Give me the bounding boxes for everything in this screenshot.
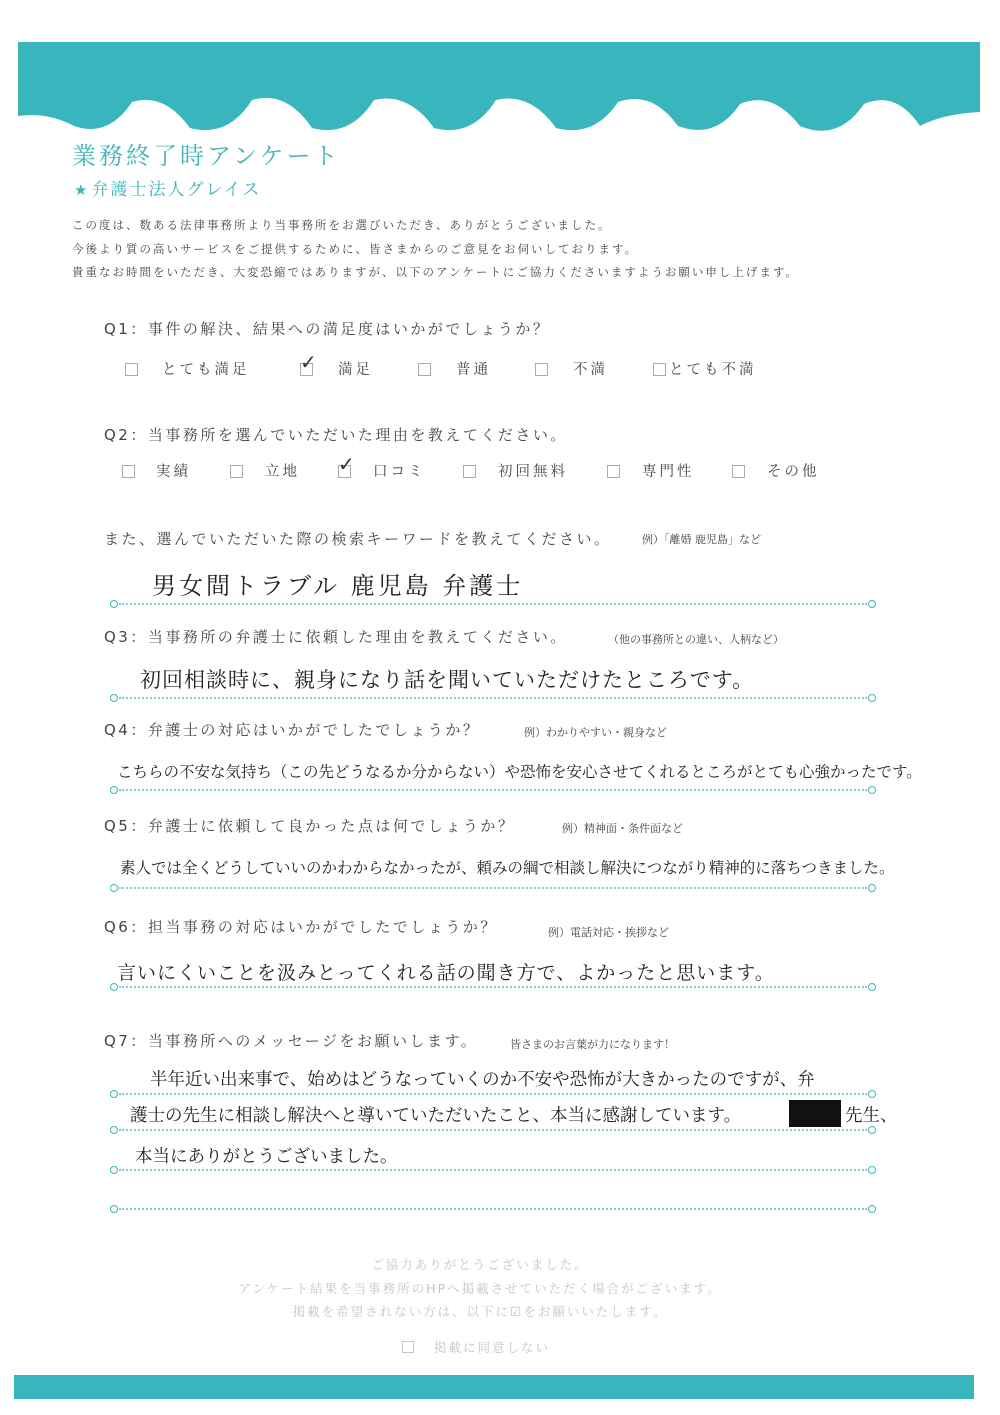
q2-checkbox-other[interactable]	[732, 465, 745, 478]
q2-option-label: 実績	[156, 464, 191, 480]
q2-option-label: 口コミ	[373, 464, 426, 480]
q1-checkbox-very-satisfied[interactable]	[125, 363, 138, 376]
closing-line: ご協力ありがとうございました。	[371, 1257, 589, 1272]
q5-label: Q5：弁護士に依頼して良かった点は何でしょうか？	[104, 817, 516, 835]
q4-answer[interactable]: こちらの不安な気持ち（この先どうなるか分からない）や恐怖を安心させてくれるところがとても心強かったです。	[117, 763, 922, 781]
consent-checkbox[interactable]	[402, 1341, 414, 1353]
answer-line	[113, 694, 873, 702]
q6-label: Q6：担当事務の対応はいかがでしたでしょうか？	[104, 918, 498, 936]
q6-answer[interactable]: 言いにくいことを汲みとってくれる話の聞き方で、よかったと思います。	[117, 962, 775, 984]
q4-label: Q4：弁護士の対応はいかがでしたでしょうか？	[104, 721, 481, 739]
q2-option-label: 初回無料	[498, 464, 568, 480]
answer-line	[113, 1205, 873, 1213]
intro-text	[72, 214, 799, 285]
q2-option-label: その他	[767, 464, 820, 480]
q2-checkbox-expertise[interactable]	[607, 465, 620, 478]
closing-line: 掲載を希望されない方は、以下に☑をお願いいたします。	[292, 1304, 668, 1319]
q1-label: Q1：事件の解決、結果への満足度はいかがでしょうか？	[104, 320, 551, 338]
q7-example: 皆さまのお言葉が力になります！	[510, 1038, 675, 1051]
q3-example: （他の事務所との違い、人柄など）	[608, 633, 784, 646]
survey-title: 業務終了時アンケート	[72, 142, 341, 170]
q1-option-label: 普通	[456, 362, 491, 378]
q1-option-label: 満足	[338, 362, 373, 378]
q7-answer-line[interactable]: 先生、	[845, 1106, 898, 1126]
q5-example: 例）精神面・条件面など	[562, 822, 683, 835]
q1-option-label: とても満足	[162, 362, 250, 378]
q7-answer-line[interactable]: 護士の先生に相談し解決へと導いていただいたこと、本当に感謝しています。	[130, 1106, 742, 1126]
checkmark-icon: ✓	[338, 452, 355, 476]
q7-answer-line[interactable]: 半年近い出来事で、始めはどうなっていくのか不安や恐怖が大きかったのですが、弁	[150, 1070, 815, 1090]
answer-line	[113, 1090, 873, 1098]
q6-example: 例）電話対応・挨拶など	[548, 926, 669, 939]
intro-line: 貴重なお時間をいただき、大変恐縮ではありますが、以下のアンケートにご協力くださいますようお願い申し上げます。	[72, 265, 799, 279]
firm-name-text: 弁護士法人グレイス	[91, 180, 262, 200]
checkmark-icon: ✓	[300, 350, 317, 374]
answer-line	[113, 1126, 873, 1134]
q1-checkbox-neutral[interactable]	[418, 363, 431, 376]
q2-label: Q2：当事務所を選んでいただいた理由を教えてください。	[104, 426, 568, 444]
q2-checkbox-location[interactable]	[230, 465, 243, 478]
keyword-answer[interactable]: 男女間トラブル 鹿児島 弁護士	[152, 572, 524, 600]
q2-option-label: 専門性	[642, 464, 695, 480]
intro-line: 今後より質の高いサービスをご提供するために、皆さまからのご意見をお伺いしております。	[72, 241, 639, 256]
answer-line	[113, 786, 873, 794]
q2-checkbox-track-record[interactable]	[122, 465, 135, 478]
q4-example: 例）わかりやすい・親身など	[524, 726, 667, 739]
footer-band	[14, 1375, 974, 1399]
closing-line: アンケート結果を当事務所のHPへ掲載させていただく場合がございます。	[238, 1281, 722, 1296]
answer-line	[113, 600, 873, 608]
firm-name	[74, 175, 261, 200]
q7-label: Q7：当事務所へのメッセージをお願いします。	[104, 1032, 479, 1050]
answer-line	[113, 983, 873, 991]
star-icon: ★	[74, 181, 90, 199]
keyword-label: また、選んでいただいた際の検索キーワードを教えてください。	[104, 530, 612, 548]
redacted-name	[789, 1100, 841, 1127]
q1-option-label: 不満	[573, 362, 608, 378]
q1-checkbox-dissatisfied[interactable]	[535, 363, 548, 376]
q2-option-label: 立地	[265, 464, 300, 480]
q1-option-label: とても不満	[669, 362, 757, 378]
answer-line	[113, 884, 873, 892]
answer-line	[113, 1166, 873, 1174]
q3-answer[interactable]: 初回相談時に、親身になり話を聞いていただけたところです。	[140, 668, 755, 692]
q7-answer-line[interactable]: 本当にありがとうございました。	[135, 1147, 398, 1167]
keyword-example: 例）「離婚 鹿児島」など	[642, 533, 761, 546]
intro-line: この度は、数ある法律事務所より当事務所をお選びいただき、ありがとうございました。	[72, 218, 612, 232]
consent-label: 掲載に同意しない	[434, 1340, 551, 1355]
q1-checkbox-very-dissatisfied[interactable]	[653, 363, 666, 376]
q5-answer[interactable]: 素人では全くどうしていいのかわからなかったが、頼みの綱で相談し解決につながり精神的に落ちつきました。	[120, 859, 895, 877]
q3-label: Q3：当事務所の弁護士に依頼した理由を教えてください。	[104, 628, 568, 646]
q2-checkbox-free-first-consult[interactable]	[463, 465, 476, 478]
